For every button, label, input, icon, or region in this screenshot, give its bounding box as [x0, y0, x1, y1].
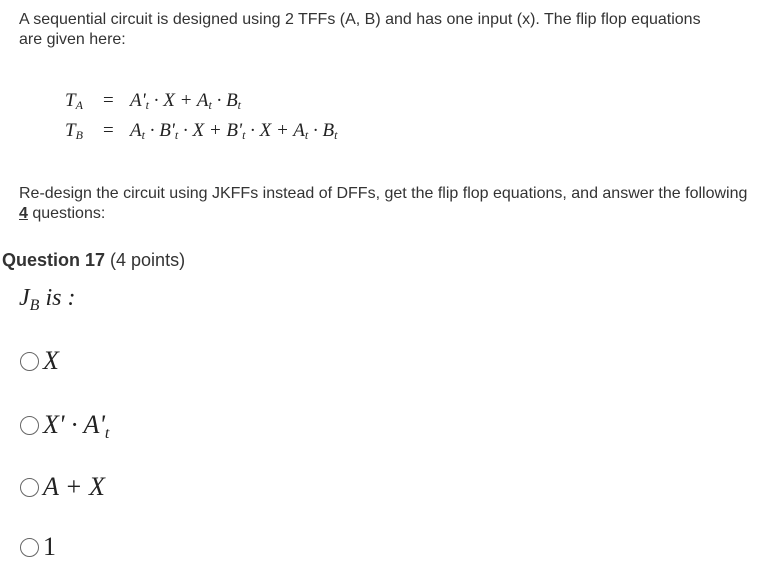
answer-option-1[interactable]: [20, 346, 59, 376]
equation-lhs: $T_A$: [65, 90, 83, 112]
option-label: $X' \cdot A'_t$: [43, 410, 110, 442]
radio-button[interactable]: [20, 416, 39, 435]
question-points: (4 points): [105, 250, 186, 270]
question-title: Question 17: [2, 250, 106, 270]
question-header: [2, 250, 185, 271]
question-count: 4: [19, 205, 28, 222]
equation-lhs: $T_B$: [65, 120, 83, 142]
equation-rhs: $A_t \cdot B'_t \cdot X + B'_t \cdot X + A_t \cdot B_t$: [130, 120, 338, 142]
radio-button[interactable]: [20, 352, 39, 371]
radio-button[interactable]: [20, 538, 39, 557]
equals-sign: =: [103, 90, 114, 111]
answer-option-2[interactable]: [20, 410, 109, 440]
option-label: X: [43, 346, 59, 375]
radio-button[interactable]: [20, 478, 39, 497]
answer-option-3[interactable]: [20, 472, 105, 502]
option-label: A + X: [43, 472, 105, 501]
equals-sign: =: [103, 120, 114, 141]
equation-rhs: $A'_t \cdot X + A_t \cdot B_t$: [130, 90, 242, 112]
answer-option-4[interactable]: [20, 532, 56, 562]
question-prompt: $J_B$ is :: [19, 285, 76, 314]
redesign-instructions: Re-design the circuit using JKFFs instead of DFFs, get the flip flop equations, and answer the following 4 questions:: [19, 185, 748, 222]
option-label: 1: [43, 532, 56, 561]
problem-intro: A sequential circuit is designed using 2 TFFs (A, B) and has one input (x). The flip flop equations are given here:: [19, 11, 701, 48]
